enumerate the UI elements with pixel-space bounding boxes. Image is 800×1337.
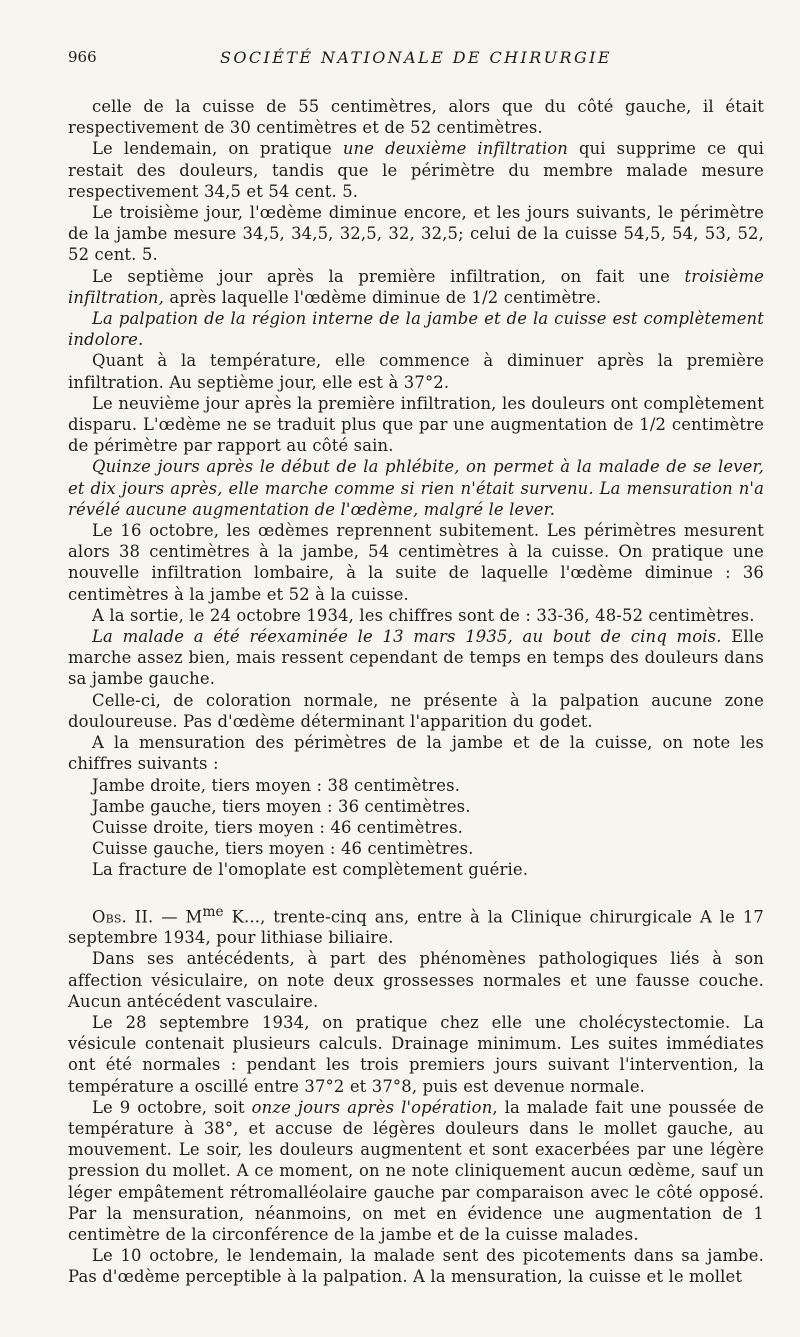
text-segment: Le 28 septembre 1934, on pratique chez elle une cholécystectomie. La vésicule contenait plusieurs calculs. Drainage minimum. Les suites immédiates ont été normales : pendant les trois premiers jours suivant l'intervention, la température a oscillé entre 37°2 et 37°8, puis est devenue normale. [68,1013,764,1096]
italic-text: une deuxième infiltration [342,139,568,159]
small-caps-text: Obs. II. [92,906,154,926]
paragraph [68,266,764,308]
text-segment: , la malade fait une poussée de température à 38°, et accuse de légères douleurs dans le mollet gauche, au mouvement. Le soir, les douleurs augmentent et sont exacerbées par une légère pression du mollet. A ce moment, on ne note cliniquement aucun œdème, sauf un léger empâtement rétromalléolaire gauche par comparaison avec le côté opposé. Par la mensuration, néanmoins, on met en évidence une augmentation de 1 centimètre de la circonférence de la jambe et de la cuisse malades. [68,1097,764,1245]
paragraph [68,732,764,774]
text-segment: Le septième jour après la première infiltration, on fait une [92,266,685,286]
paragraph [68,817,764,838]
text-segment: A la mensuration des périmètres de la jambe et de la cuisse, on note les chiffres suivants : [68,733,764,774]
paragraph [68,202,764,266]
paragraph [68,1245,764,1287]
text-segment: K..., trente-cinq ans, entre à la Clinique chirurgicale A le 17 septembre 1934, pour lithiase biliaire. [68,906,764,948]
page-number: 966 [68,48,97,66]
text-segment: après laquelle l'œdème diminue de 1/2 centimètre. [163,287,602,307]
text-segment: Le neuvième jour après la première infiltration, les douleurs ont complètement disparu. L'œdème ne se traduit plus que par une augmentation de 1/2 centimètre de périmètre par rapport au côté sain. [68,393,764,456]
paragraph [68,690,764,732]
text-segment: A la sortie, le 24 octobre 1934, les chiffres sont de : 33-36, 48-52 centimètres. [92,605,755,625]
text-segment: — M [153,906,203,926]
text-segment: Celle-ci, de coloration normale, ne présente à la palpation aucune zone douloureuse. Pas d'œdème déterminant l'apparition du godet. [68,690,764,731]
page-header [68,48,764,74]
paragraph [68,96,764,138]
italic-text: troisième infiltration, [68,266,764,307]
body-text [68,96,764,1288]
text-segment: Le troisième jour, l'œdème diminue encore, et les jours suivants, le périmètre de la jambe mesure 34,5, 34,5, 32,5, 32, 32,5; celui de la cuisse 54,5, 54, 53, 52, 52 cent. 5. [68,203,764,265]
text-segment: Jambe droite, tiers moyen : 38 centimètres. [92,775,461,795]
italic-text: La palpation de la région interne de la jambe et de la cuisse est complètement indolore. [68,309,764,350]
text-segment: Cuisse droite, tiers moyen : 46 centimètres. [92,817,463,837]
text-segment: Le 16 octobre, les œdèmes reprennent subitement. Les périmètres mesurent alors 38 centimètres à la jambe, 54 centimètres à la cuisse. On pratique une nouvelle infiltration lombaire, à la suite de laquelle l'œdème diminue : 36 centimètres à la jambe et 52 à la cuisse. [68,521,764,604]
text-segment: qui supprime ce qui restait des douleurs, tandis que le périmètre du membre malade mesure respectivement 34,5 et 54 cent. 5. [68,139,764,201]
text-segment: Quant à la température, elle commence à diminuer après la première infiltration. Au septième jour, elle est à 37°2. [68,351,764,392]
text-segment: Dans ses antécédents, à part des phénomènes pathologiques liés à son affection vésiculaire, on note deux grossesses normales et une fausse couche. Aucun antécédent vasculaire. [68,949,764,1011]
italic-text: onze jours après l'opération [251,1097,493,1117]
paragraph [68,796,764,817]
superscript-text: me [202,903,224,920]
paragraph [68,456,764,520]
text-segment: Le 9 octobre, soit [92,1097,252,1117]
text-segment: Jambe gauche, tiers moyen : 36 centimètres. [92,796,471,816]
running-title: SOCIÉTÉ NATIONALE DE CHIRURGIE [220,48,612,67]
paragraph [68,1012,764,1097]
paragraph [68,775,764,796]
text-segment: La fracture de l'omoplate est complètement guérie. [92,860,529,880]
paragraph [68,948,764,1012]
paragraph [68,393,764,457]
paragraph [68,605,764,626]
text-segment: celle de la cuisse de 55 centimètres, alors que du côté gauche, il était respectivement de 30 centimètres et de 52 centimètres. [68,97,764,138]
text-segment: Elle marche assez bien, mais ressent cependant de temps en temps des douleurs dans sa jambe gauche. [68,627,765,689]
paragraph [68,308,764,350]
text-segment: Le 10 octobre, le lendemain, la malade sent des picotements dans sa jambe. Pas d'œdème perceptible à la palpation. A la mensuration, la cuisse et le mollet [68,1246,764,1287]
italic-text: Quinze jours après le début de la phlébite, on permet à la malade de se lever, et dix jours après, elle marche comme si rien n'était survenu. La mensuration n'a révélé aucune augmentation de l'œdème, malgré le lever. [68,457,764,519]
paragraph [68,902,764,949]
text-segment: Le lendemain, on pratique [92,139,343,159]
italic-text: La malade a été réexaminée le 13 mars 1935, au bout de cinq mois. [92,627,722,647]
paragraph [68,1097,764,1245]
paragraph [68,859,764,880]
paragraph [68,138,764,202]
text-segment: Cuisse gauche, tiers moyen : 46 centimètres. [92,839,474,859]
paragraph [68,838,764,859]
paragraph [68,626,764,690]
paragraph [68,350,764,392]
paragraph [68,520,764,605]
